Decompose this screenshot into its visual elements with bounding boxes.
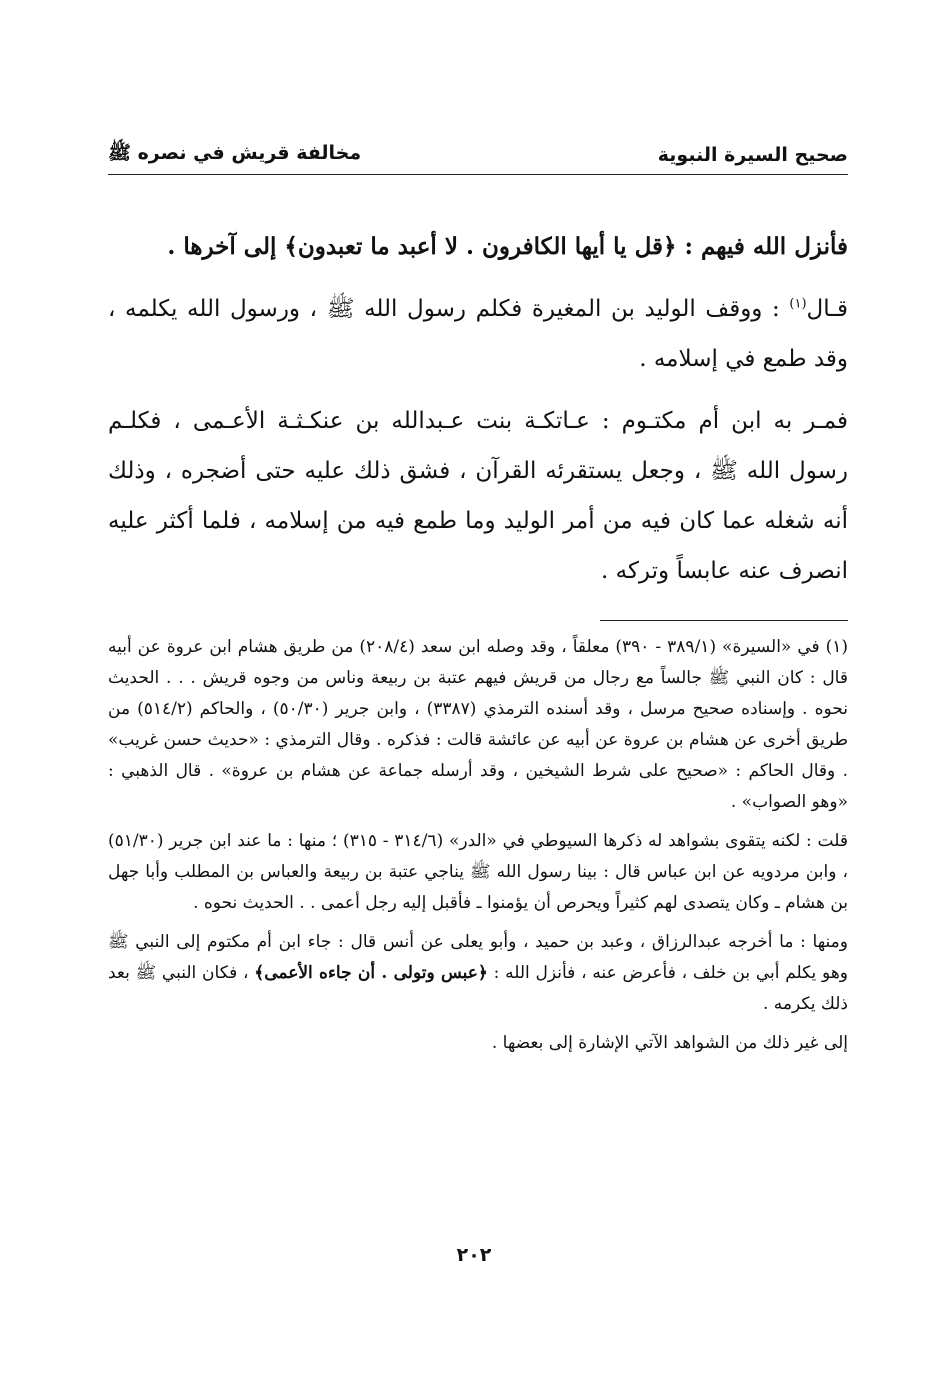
footnote-ref: (١) — [789, 296, 807, 312]
footnotes — [108, 632, 848, 1067]
main-text — [108, 222, 848, 608]
footnote-3 — [108, 927, 848, 1020]
chapter-title: مخالفة قريش في نصره ﷺ — [108, 142, 362, 164]
main-paragraph-3: فمـر به ابن أم مكتـوم : عـاتكـة بنت عـبدالله بن عنكـثـة الأعـمى ، فكلـم رسول الله ﷺ ، وجعل يستقرئه القرآن ، فشق ذلك عليه حتى أضجره ، وذلك أنه شغله عما كان فيه من أمر الوليد وما طمع فيه من إسلامه ، فلما أكثر عليه انصرف عنه عابساً وتركه . — [108, 408, 848, 584]
p2-start: قـال — [806, 296, 848, 322]
page-number: ٢٠٢ — [456, 1244, 492, 1266]
footnote-4: إلى غير ذلك من الشواهد الآتي الإشارة إلى بعضها . — [491, 1033, 848, 1053]
book-title: صحيح السيرة النبوية — [657, 144, 848, 166]
p1-end: إلى آخرها . — [167, 233, 285, 260]
footnote-2: قلت : لكنه يتقوى بشواهد له ذكرها السيوطي في «الدر» (٣١٤/٦ - ٣١٥) ؛ منها : ما عند ابن جرير (٥١/٣٠) ، وابن مردويه عن ابن عباس قال : بينا رسول الله ﷺ يناجي عتبة بن ربيعة والعباس بن المطلب وأبا جهل بن هشام ـ وكان يتصدى لهم كثيراً ويحرص أن يؤمنوا ـ فأقبل إليه رجل أعمى . . الحديث نحوه . — [108, 831, 849, 913]
quran-verse: ﴿قل يا أيها الكافرون . لا أعبد ما تعبدون﴾ — [284, 233, 677, 260]
f3-quran-verse: ﴿عبس وتولى . أن جاءه الأعمى﴾ — [254, 963, 488, 983]
p2-rest: : ووقف الوليد بن المغيرة فكلم رسول الله ﷺ ، ورسول الله يكلمه ، وقد طمع في إسلامه . — [108, 296, 848, 372]
main-paragraph-2 — [108, 284, 848, 384]
f3-start: ومنها : ما أخرجه عبدالرزاق ، وعبد بن حميد ، وأبو يعلى عن أنس قال : جاء ابن أم مكتوم إلى النبي ﷺ وهو يكلم أبي بن خلف ، فأعرض عنه ، فأنزل الله : — [108, 932, 848, 983]
footnote-separator — [600, 620, 848, 621]
p1-intro: فأنزل الله فيهم : — [676, 233, 848, 260]
main-paragraph-1 — [108, 222, 848, 272]
footnote-1: (١) في «السيرة» (٣٨٩/١ - ٣٩٠) معلقاً ، وقد وصله ابن سعد (٢٠٨/٤) من طريق هشام ابن عروة عن أبيه قال : كان النبي ﷺ جالساً مع رجال من قريش فيهم عتبة بن ربيعة وناس من وجوه قريش . . . الحديث نحوه . وإسناده صحيح مرسل ، وقد أسنده الترمذي (٣٣٨٧) ، وابن جرير (٥٠/٣٠) ، والحاكم (٥١٤/٢) من طريق أخرى عن هشام بن عروة عن أبيه عن عائشة قالت : فذكره . وقال الترمذي : «حديث حسن غريب» . وقال الحاكم : «صحيح على شرط الشيخين ، وقد أرسله جماعة عن هشام بن عروة» . قال الذهبي : «وهو الصواب» . — [108, 637, 849, 812]
f3-end: ، فكان النبي ﷺ بعد ذلك يكرمه . — [108, 963, 848, 1014]
running-header — [108, 138, 848, 172]
header-rule — [108, 174, 848, 175]
